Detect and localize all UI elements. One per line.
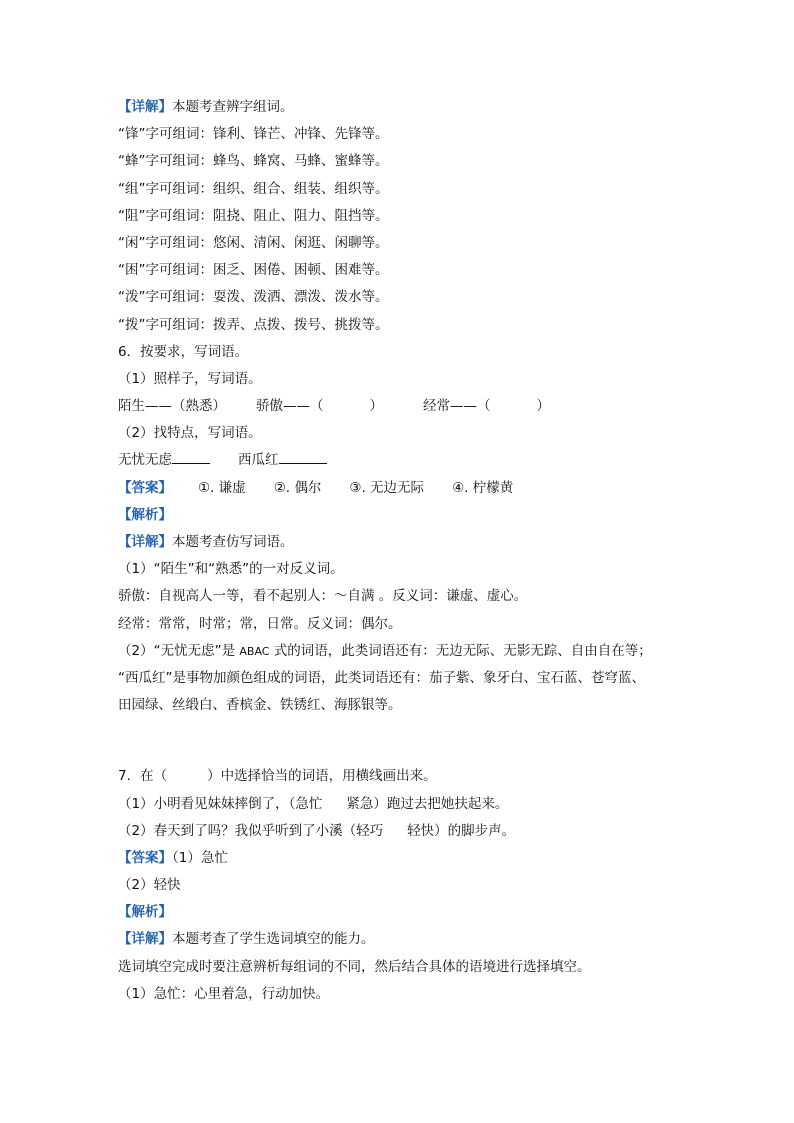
question-6-part-2: （2）找特点，写词语。 bbox=[118, 425, 262, 442]
explanation-line: 田园绿、丝缎白、香槟金、铁锈红、海豚银等。 bbox=[118, 697, 402, 714]
answer-item: ④. 柠檬黄 bbox=[452, 479, 514, 496]
detail-line bbox=[118, 926, 688, 953]
explanation-line: （1）急忙：心里着急，行动加快。 bbox=[118, 985, 330, 1002]
sentence-part: 轻快）的脚步声。 bbox=[407, 822, 516, 839]
example-2-end: ） bbox=[369, 398, 383, 415]
answer-blank bbox=[279, 449, 327, 464]
detail-text: 本题考查仿写词语。 bbox=[172, 534, 294, 550]
question-6-blanks bbox=[118, 447, 688, 474]
explanation-line: 经常：常常，时常；常，日常。反义词：偶尔。 bbox=[118, 615, 402, 632]
question-7-title-b: ）中选择恰当的词语，用横线画出来。 bbox=[207, 768, 437, 785]
document-page bbox=[118, 94, 688, 1008]
example-3-end: ） bbox=[536, 398, 550, 415]
explanation-line: 骄傲：自视高人一等，看不起别人：～自满 。反义词：谦虚、虚心。 bbox=[118, 588, 528, 605]
detail-tag: 【详解】 bbox=[118, 931, 172, 948]
question-6-title: 6．按要求，写词语。 bbox=[118, 343, 249, 360]
word-group-line: “阻”字可组词：阻挠、阻止、阻力、阻挡等。 bbox=[118, 207, 389, 224]
word-group-line: “蜂”字可组词：蜂鸟、蜂窝、马蜂、蜜蜂等。 bbox=[118, 153, 389, 170]
explanation-line bbox=[118, 638, 688, 665]
analysis-line bbox=[118, 502, 688, 529]
analysis-tag: 【解析】 bbox=[118, 506, 172, 523]
answer-blank bbox=[172, 449, 210, 464]
explanation-line: “西瓜红”是事物加颜色组成的词语，此类词语还有：茄子紫、象牙白、宝石蓝、苍穹蓝、 bbox=[118, 669, 645, 686]
answer-tag: 【答案】 bbox=[118, 849, 172, 866]
explanation-line: 选词填空完成时要注意辨析每组词的不同，然后结合具体的语境进行选择填空。 bbox=[118, 958, 591, 975]
analysis-tag: 【解析】 bbox=[118, 904, 172, 921]
answer-item: ②. 偶尔 bbox=[273, 479, 322, 496]
example-1: 陌生——（熟悉） bbox=[118, 398, 226, 415]
question-7-title bbox=[118, 763, 688, 790]
question-7-sentence-2 bbox=[118, 818, 688, 845]
abac-label: ABAC bbox=[239, 644, 270, 658]
word-2: 西瓜红 bbox=[238, 452, 279, 469]
word-group-line: “泼”字可组词：耍泼、泼洒、漂泼、泼水等。 bbox=[118, 289, 389, 306]
question-7-answer bbox=[118, 845, 688, 872]
answer-item: ③. 无边无际 bbox=[349, 479, 425, 496]
question-6-part-1: （1）照样子，写词语。 bbox=[118, 370, 262, 387]
analysis-line bbox=[118, 899, 688, 926]
word-group-line: “组”字可组词：组织、组合、组装、组织等。 bbox=[118, 180, 389, 197]
question-6-answer bbox=[118, 475, 688, 502]
example-3: 经常——（ bbox=[423, 398, 491, 415]
explanation-part: 式的词语，此类词语还有：无边无际、无影无踪、自由自在等； bbox=[269, 642, 652, 659]
word-group-line: “困”字可组词：困乏、困倦、困顿、困难等。 bbox=[118, 262, 389, 279]
explanation-part: （2）“无忧无虑”是 bbox=[118, 642, 240, 659]
word-group-line: “拨”字可组词：拨弄、点拨、拨号、挑拨等。 bbox=[118, 316, 389, 333]
word-1: 无忧无虑 bbox=[118, 452, 172, 469]
example-2: 骄傲——（ bbox=[256, 398, 324, 415]
answer-tag: 【答案】 bbox=[118, 479, 172, 496]
detail-text: 本题考查辨字组词。 bbox=[172, 99, 294, 115]
answer-item: （2）轻快 bbox=[118, 877, 181, 894]
detail-tag: 【详解】 bbox=[118, 99, 172, 115]
answer-item: （1）急忙 bbox=[172, 849, 228, 866]
sentence-part: （2）春天到了吗？我似乎听到了小溪（轻巧 bbox=[118, 822, 384, 839]
detail-tag: 【详解】 bbox=[118, 534, 172, 550]
word-group-line: “锋”字可组词：锋利、锋芒、冲锋、先锋等。 bbox=[118, 126, 389, 143]
detail-line bbox=[118, 94, 688, 121]
explanation-line: （1）“陌生”和“熟悉”的一对反义词。 bbox=[118, 561, 344, 578]
detail-text: 本题考查了学生选词填空的能力。 bbox=[172, 931, 375, 948]
question-6-examples bbox=[118, 393, 688, 420]
question-7-sentence-1 bbox=[118, 791, 688, 818]
answer-item: ①. 谦虚 bbox=[198, 479, 246, 496]
sentence-part: （1）小明看见妹妹摔倒了，（急忙 bbox=[118, 795, 323, 812]
word-group-line: “闲”字可组词：悠闲、清闲、闲逛、闲聊等。 bbox=[118, 234, 389, 251]
sentence-part: 紧急）跑过去把她扶起来。 bbox=[346, 795, 509, 812]
question-7-title-a: 7．在（ bbox=[118, 768, 168, 785]
detail-line bbox=[118, 529, 688, 556]
